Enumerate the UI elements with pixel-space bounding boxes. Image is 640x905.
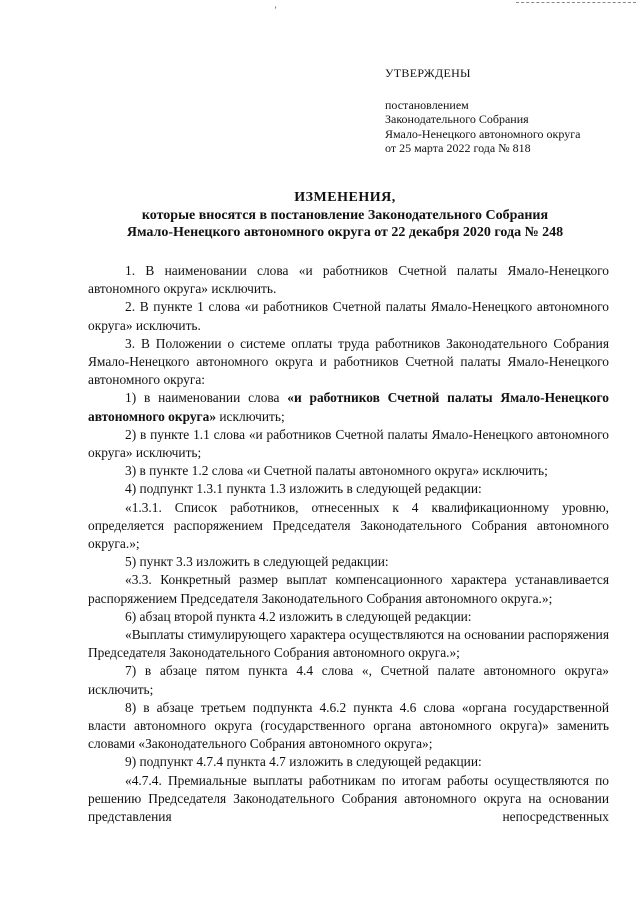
document-heading (80, 189, 610, 242)
paragraph-suffix: исключить; (216, 408, 285, 424)
scan-artifact: ʼ (274, 5, 277, 15)
approval-block (385, 66, 630, 156)
document-subtitle-line: Ямало-Ненецкого автономного округа от 22 декабря 2020 года № 248 (126, 225, 564, 240)
paragraph: «1.3.1. Список работников, отнесенных к 4 квалификационному уровню, определяется распоряжением Председателя Законодательного Собрания автономного округа.»; (88, 499, 609, 552)
paragraph: 1. В наименовании слова «и работников Счетной палаты Ямало-Ненецкого автономного округа» исключить. (88, 263, 609, 297)
approval-title: УТВЕРЖДЕНЫ (385, 66, 471, 80)
paragraph: «4.7.4. Премиальные выплаты работникам по итогам работы осуществляются по решению Председателя Законодательного Собрания автономного округа на основании представления непосредственных (88, 772, 609, 825)
approval-line: от 25 марта 2022 года № 818 (385, 141, 531, 155)
paragraph: 5) пункт 3.3 изложить в следующей редакции: (125, 554, 389, 570)
paragraph: «3.3. Конкретный размер выплат компенсационного характера устанавливается распоряжением Председателя Законодательного Собрания автономного округа.»; (88, 572, 609, 606)
paragraph: 8) в абзаце третьем подпункта 4.6.2 пункта 4.6 слова «органа государственной власти автономного округа (государственного органа автономного округа)» заменить словами «Законодательного Собрания автономного округа»; (88, 699, 609, 752)
paragraph: 9) подпункт 4.7.4 пункта 4.7 изложить в следующей редакции: (125, 754, 482, 770)
document-body (88, 262, 609, 826)
paragraph: 7) в абзаце пятом пункта 4.4 слова «, Счетной палате автономного округа» исключить; (88, 663, 609, 697)
paragraph-prefix: 1) в наименовании слова (125, 390, 288, 406)
paragraph: 6) абзац второй пункта 4.2 изложить в следующей редакции: (125, 608, 472, 624)
approval-line: Законодательного Собрания (385, 112, 529, 126)
paragraph: 4) подпункт 1.3.1 пункта 1.3 изложить в следующей редакции: (125, 481, 482, 497)
paragraph: 2) в пункте 1.1 слова «и работников Счетной палаты Ямало-Ненецкого автономного округа» исключить; (88, 426, 609, 461)
paragraph: 3) в пункте 1.2 слова «и Счетной палаты автономного округа» исключить; (125, 463, 548, 479)
paragraph: 2. В пункте 1 слова «и работников Счетной палаты Ямало-Ненецкого автономного округа» исключить. (88, 299, 609, 333)
scan-artifact-line (516, 2, 636, 3)
paragraph (88, 389, 609, 425)
document-subtitle-line: которые вносятся в постановление Законодательного Собрания (141, 207, 549, 223)
paragraph: «Выплаты стимулирующего характера осуществляются на основании распоряжения Председателя Законодательного Собрания автономного округа.»; (88, 627, 609, 661)
paragraph-bold-quote: «и работников Счетной палаты Ямало-Ненецкого автономного округа» (88, 390, 609, 424)
approval-line: Ямало-Ненецкого автономного округа (385, 126, 581, 141)
paragraph: 3. В Положении о системе оплаты труда работников Законодательного Собрания Ямало-Ненецкого автономного округа и работников Счетной палаты Ямало-Ненецкого автономного округа: (88, 335, 609, 388)
approval-line: постановлением (385, 97, 469, 112)
document-title: ИЗМЕНЕНИЯ, (294, 190, 396, 205)
